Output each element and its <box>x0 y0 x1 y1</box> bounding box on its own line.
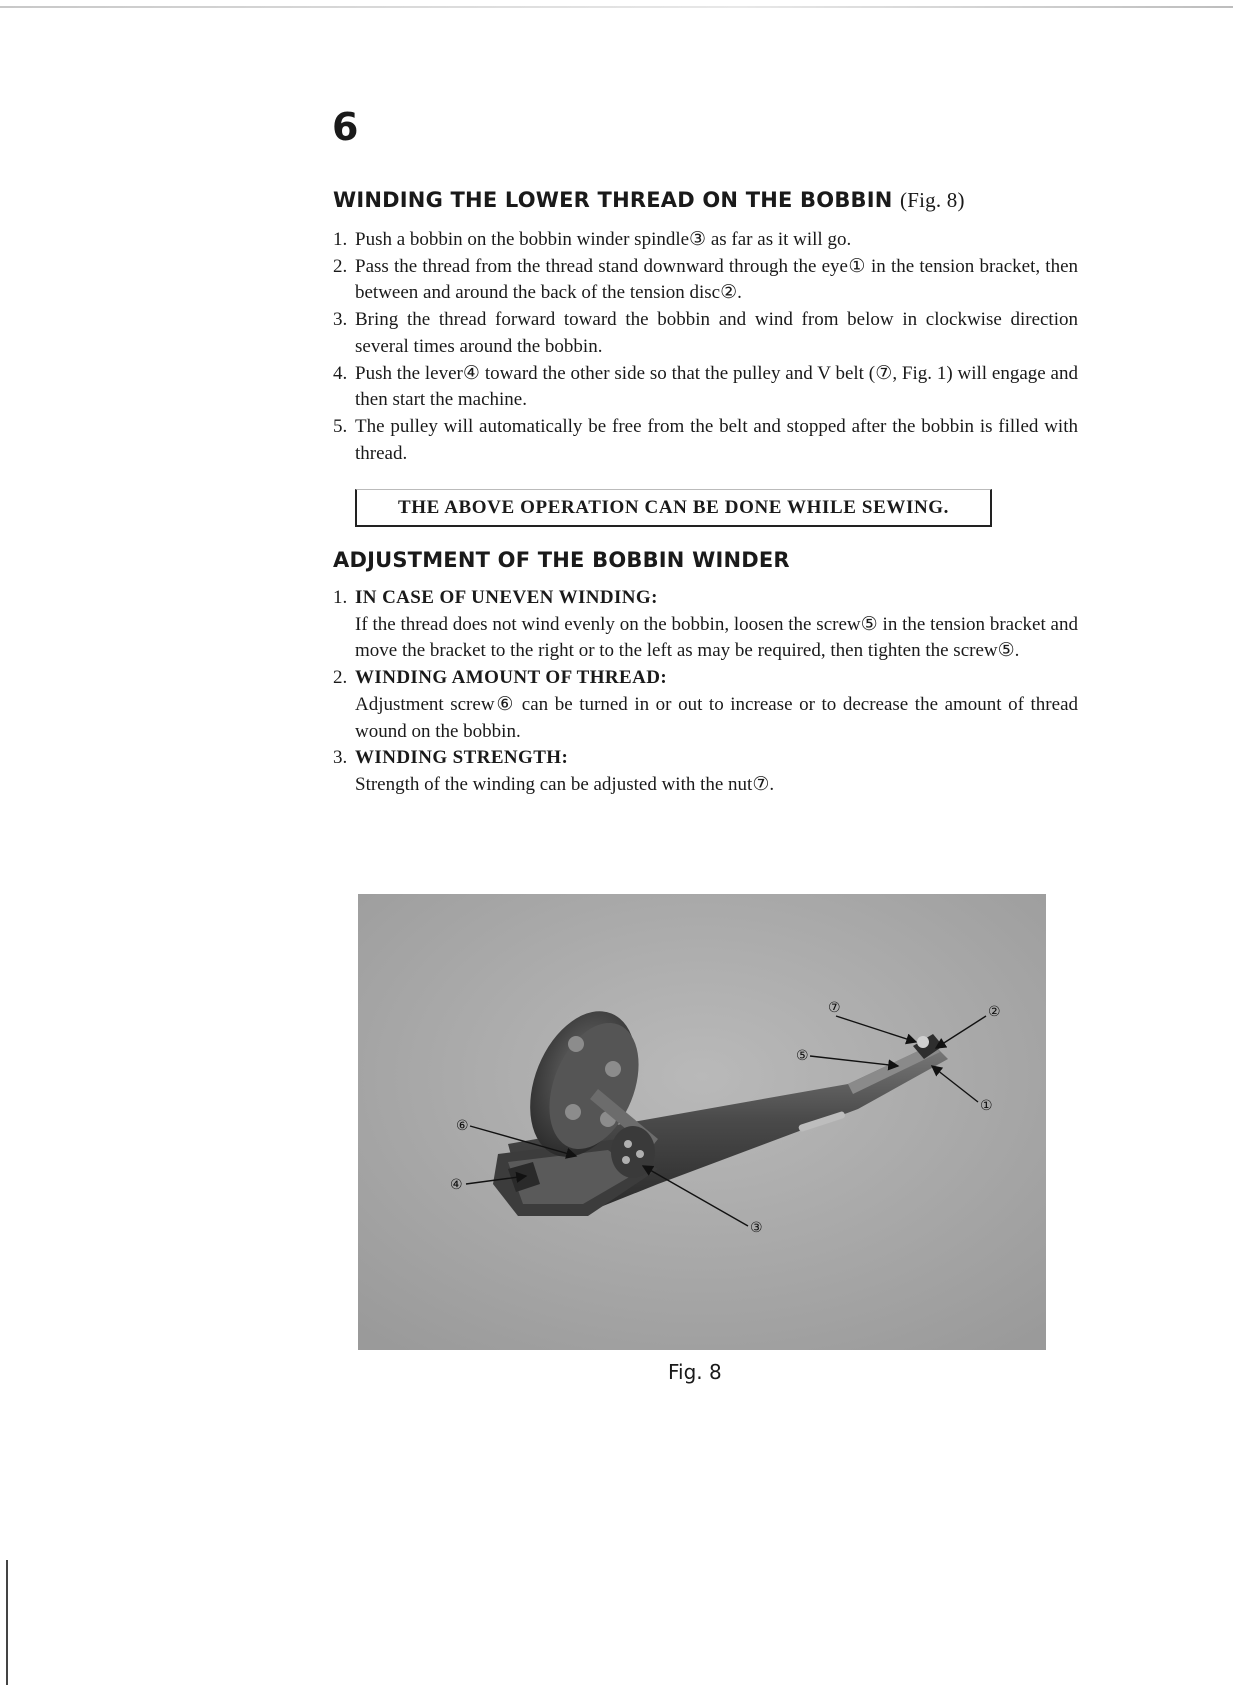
list-item-title: WINDING AMOUNT OF THREAD: <box>355 667 668 689</box>
section-heading-winding-text: WINDING THE LOWER THREAD ON THE BOBBIN <box>333 188 893 212</box>
notice-box <box>355 489 992 527</box>
callout-1: ① <box>980 1098 993 1114</box>
list-item-text: If the thread does not wind evenly on the bobbin, loosen the screw⑤ in the tension bracket and move the bracket to the right or to the left as may be required, then tighten the screw⑤. <box>355 613 1078 662</box>
figure-reference: (Fig. 8) <box>900 188 965 212</box>
scan-edge-top <box>0 6 1233 8</box>
list-item-number: 4. <box>333 362 348 384</box>
list-item-text: Strength of the winding can be adjusted with the nut⑦. <box>355 773 775 795</box>
list-item <box>333 414 1078 467</box>
scan-edge-left <box>6 1560 8 1685</box>
list-item-number: 1. <box>333 229 348 250</box>
list-item-number: 1. <box>333 587 348 608</box>
list-item-number: 5. <box>333 415 348 437</box>
bobbin-winder-photo <box>358 894 1046 1350</box>
adjustment-list <box>333 585 1078 799</box>
list-item-text: Adjustment screw⑥ can be turned in or out to increase or to decrease the amount of thread wound on the bobbin. <box>355 693 1078 742</box>
list-item-text: Bring the thread forward toward the bobbin and wind from below in clockwise direction several times around the bobbin. <box>355 309 1078 357</box>
list-item-text: The pulley will automatically be free from the belt and stopped after the bobbin is filled with thread. <box>355 415 1078 464</box>
list-item-number: 3. <box>333 309 348 331</box>
list-item <box>333 307 1078 360</box>
callout-5: ⑤ <box>796 1048 809 1064</box>
section-heading-adjustment <box>333 548 790 572</box>
callout-2: ② <box>988 1004 1001 1020</box>
list-item-title: IN CASE OF UNEVEN WINDING: <box>355 587 658 608</box>
list-item <box>333 745 1078 798</box>
callout-7: ⑦ <box>828 1000 841 1016</box>
list-item <box>333 585 1078 665</box>
list-item <box>333 227 1078 254</box>
list-item-number: 3. <box>333 747 348 769</box>
page-number: 6 <box>332 105 359 149</box>
notice-text: THE ABOVE OPERATION CAN BE DONE WHILE SEWING. <box>397 496 949 518</box>
list-item <box>333 361 1078 414</box>
list-item-text: Push a bobbin on the bobbin winder spindle③ as far as it will go. <box>355 229 852 250</box>
winding-steps-list <box>333 227 1078 467</box>
list-item-text: Push the lever④ toward the other side so that the pulley and V belt (⑦, Fig. 1) will engage and then start the machine. <box>355 362 1078 411</box>
list-item-number: 2. <box>333 255 348 277</box>
callout-4: ④ <box>450 1177 463 1193</box>
section-heading-adjustment-text: ADJUSTMENT OF THE BOBBIN WINDER <box>333 548 790 572</box>
list-item-title: WINDING STRENGTH: <box>355 747 569 769</box>
figure-caption: Fig. 8 <box>668 1360 722 1384</box>
list-item <box>333 665 1078 745</box>
list-item <box>333 254 1078 307</box>
list-item-text: Pass the thread from the thread stand downward through the eye① in the tension bracket, then between and around the back of the tension disc②. <box>355 255 1078 304</box>
callout-6: ⑥ <box>456 1118 469 1134</box>
list-item-number: 2. <box>333 667 348 689</box>
section-heading-winding <box>333 188 965 213</box>
callout-3: ③ <box>750 1220 763 1236</box>
